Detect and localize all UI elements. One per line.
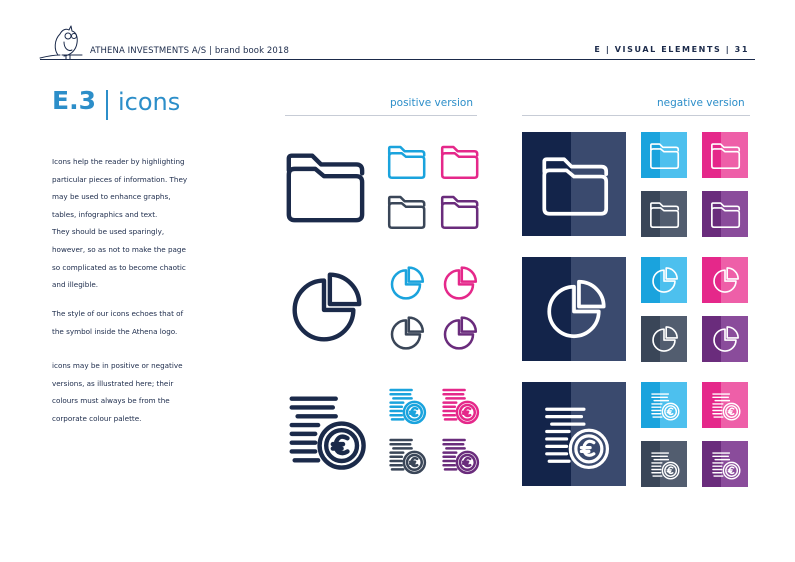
pie-chart-icon — [702, 316, 748, 362]
section-code: E.3 — [52, 86, 96, 115]
section-title: icons — [118, 88, 181, 116]
euro-coins-icon — [522, 382, 626, 486]
folder-negative-tile — [641, 191, 687, 237]
negative-version-rule — [522, 115, 750, 116]
pie-chart-negative-tile — [641, 257, 687, 303]
body-paragraph-versions — [52, 357, 222, 427]
body-line: particular pieces of information. They — [52, 174, 188, 184]
pie-chart-negative-tile — [641, 316, 687, 362]
euro-coins-negative-tile — [641, 441, 687, 487]
body-line: the symbol inside the Athena logo. — [52, 326, 178, 336]
folder-negative-tile — [702, 132, 748, 178]
body-paragraph-style — [52, 305, 222, 340]
body-line: The style of our icons echoes that of — [52, 309, 184, 318]
euro-coins-icon — [438, 433, 480, 475]
body-line: versions, as illustrated here; their — [52, 378, 174, 388]
pie-chart-icon — [641, 257, 687, 303]
body-paragraph-intro — [52, 153, 222, 294]
pie-chart-icon — [522, 257, 626, 361]
header-rule — [40, 59, 755, 60]
pie-chart-icon — [280, 262, 368, 352]
body-line: and illegible. — [52, 280, 99, 290]
folder-icon — [280, 140, 368, 230]
euro-coins-negative-tile — [641, 382, 687, 428]
folder-icon — [385, 140, 427, 182]
body-line: Icons help the reader by highlighting — [52, 157, 185, 166]
section-title-divider — [106, 90, 108, 120]
euro-coins-icon — [385, 433, 427, 475]
body-line: icons may be in positive or negative — [52, 361, 183, 370]
body-line: may be used to enhance graphs, — [52, 192, 171, 202]
positive-version-rule — [285, 115, 477, 116]
body-line: however, so as not to make the page — [52, 244, 186, 254]
body-line: colours must always be from the — [52, 396, 170, 406]
folder-negative-tile — [522, 132, 626, 236]
euro-coins-icon — [702, 441, 748, 487]
body-line: corporate colour palette. — [52, 413, 142, 423]
folder-icon — [438, 140, 480, 182]
pie-chart-icon — [385, 312, 427, 354]
folder-icon — [641, 191, 687, 237]
folder-icon — [702, 191, 748, 237]
pie-chart-icon — [438, 262, 480, 304]
folder-icon — [641, 132, 687, 178]
pie-chart-negative-tile — [702, 316, 748, 362]
body-line: They should be used sparingly, — [52, 227, 165, 237]
folder-negative-tile — [702, 191, 748, 237]
folder-icon — [438, 190, 480, 232]
euro-coins-negative-tile — [702, 382, 748, 428]
pie-chart-negative-tile — [702, 257, 748, 303]
euro-coins-icon — [641, 441, 687, 487]
euro-coins-icon — [438, 383, 480, 425]
euro-coins-icon — [641, 382, 687, 428]
pie-chart-icon — [385, 262, 427, 304]
euro-coins-icon — [702, 382, 748, 428]
pie-chart-negative-tile — [522, 257, 626, 361]
folder-icon — [702, 132, 748, 178]
body-line: so complicated as to become chaotic — [52, 262, 186, 272]
negative-version-heading: negative version — [657, 97, 745, 109]
athena-owl-logo — [38, 22, 86, 62]
pie-chart-icon — [702, 257, 748, 303]
body-line: tables, infographics and text. — [52, 209, 158, 219]
pie-chart-icon — [641, 316, 687, 362]
euro-coins-negative-tile — [522, 382, 626, 486]
euro-coins-negative-tile — [702, 441, 748, 487]
folder-icon — [385, 190, 427, 232]
folder-negative-tile — [641, 132, 687, 178]
section-page-label: E | VISUAL ELEMENTS | 31 — [594, 45, 749, 54]
positive-version-heading: positive version — [390, 97, 473, 109]
pie-chart-icon — [438, 312, 480, 354]
euro-coins-icon — [385, 383, 427, 425]
euro-coins-icon — [280, 383, 368, 473]
folder-icon — [522, 132, 626, 236]
document-title: ATHENA INVESTMENTS A/S | brand book 2018 — [90, 46, 289, 56]
